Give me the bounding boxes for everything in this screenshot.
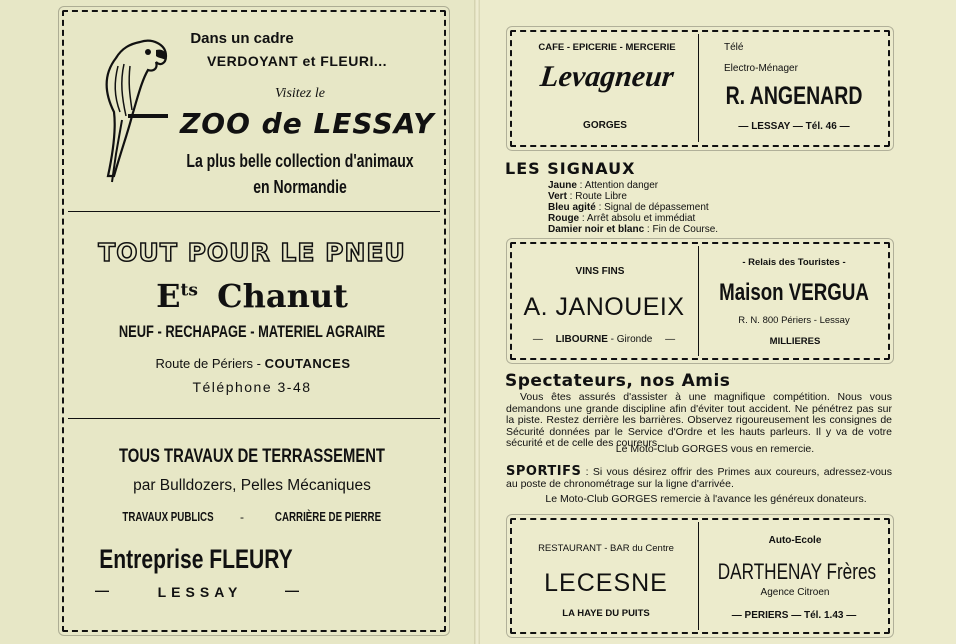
lecesne-line1: RESTAURANT - BAR du Centre [538,543,674,554]
signal-item: Bleu agité : Signal de dépassement [548,202,709,213]
chanut-address-prefix: Route de Périers - [155,356,261,371]
janoueix-line1: VINS FINS [575,266,625,277]
levagneur-city: GORGES [583,120,627,131]
signal-item: Jaune : Attention danger [548,180,659,191]
chanut-name-prefix: E [156,277,181,315]
spectateurs-body: Vous êtes assurés d'assister à une magnifique compétition. Nous vous demandons une grande discipline afin d'éviter tout accident. Ne pénétrez pas sur la piste. Restez derrière les barrières. Observez rigoureusement les consignes de Sécurité données par le Service d'Ordre et les hauts parleurs. Il y va de votre sécurité et de celle des coureurs. [506,391,892,449]
parrot-icon [92,36,172,186]
angenard-line2: Electro-Ménager [724,63,798,74]
vergua-address: R. N. 800 Périers - Lessay [738,315,850,326]
right-ad1-divider [698,34,699,142]
zoo-line1: Dans un cadre [190,30,294,47]
sportifs-body: : Si vous désirez offrir des Primes aux coureurs, adressez-vous au poste de chronométrage sur la ligne d'arrivée. [506,466,892,490]
sportifs-body-block [506,466,892,490]
page-gutter [474,0,480,644]
signal-item: Rouge : Arrêt absolu et immédiat [548,213,696,224]
signaux-list [548,180,868,235]
janoueix-dash-right: — [665,334,676,345]
zoo-line6: en Normandie [253,177,347,197]
angenard-name: R. ANGENARD [725,82,863,110]
levagneur-services: CAFE - EPICERIE - MERCERIE [538,42,676,53]
chanut-services: NEUF - RECHAPAGE - MATERIEL AGRAIRE [118,323,386,341]
signal-item: Damier noir et blanc : Fin de Course. [548,224,719,235]
lecesne-city: LA HAYE DU PUITS [562,608,650,619]
darthenay-name: DARTHENAY Frères [717,559,877,584]
fleury-line1: TOUS TRAVAUX DE TERRASSEMENT [119,446,385,467]
fleury-dash-left: — [95,582,109,598]
janoueix-footer [516,334,692,345]
left-divider-2 [68,418,440,419]
janoueix-dash-left: — [532,334,543,345]
vergua-name: Maison VERGUA [719,279,869,306]
zoo-line2: VERDOYANT et FLEURI... [206,53,388,69]
darthenay-line3: Agence Citroen [760,587,830,598]
signal-item: Vert : Route Libre [548,191,627,202]
fleury-line3b: CARRIÈRE DE PIERRE [274,510,382,524]
levagneur-name: Levagneur [538,60,676,93]
fleury-line3-sep: - [240,510,244,524]
zoo-line3: Visitez le [275,86,325,101]
fleury-dash-right: — [285,582,299,598]
vergua-line1: - Relais des Touristes - [742,257,846,268]
spectateurs-thanks: Le Moto-Club GORGES vous en remercie. [615,443,815,455]
spectateurs-title: Spectateurs, nos Amis [505,371,731,391]
chanut-name-row [110,277,394,315]
chanut-phone: Téléphone 3-48 [192,379,312,395]
janoueix-footer-city: LIBOURNE [555,334,608,345]
right-ad3-divider [698,522,699,630]
chanut-name: Chanut [217,277,348,315]
fleury-name: Entreprise FLEURY [99,544,293,574]
zoo-title: ZOO de LESSAY [180,107,435,140]
sportifs-title: SPORTIFS [506,464,582,479]
chanut-address-city: COUTANCES [264,356,351,371]
darthenay-line1: Auto-Ecole [768,535,822,546]
fleury-line2: par Bulldozers, Pelles Mécaniques [133,477,371,494]
left-divider-1 [68,211,440,212]
chanut-slogan: TOUT POUR LE PNEU [98,238,406,267]
right-ad2-divider [698,246,699,356]
fleury-line3a: TRAVAUX PUBLICS [122,510,214,524]
angenard-footer: — LESSAY — Tél. 46 — [738,121,850,132]
lecesne-name: LECESNE [544,569,668,597]
signaux-title: LES SIGNAUX [505,159,636,178]
chanut-name-sup: ts [180,280,198,301]
zoo-line5: La plus belle collection d'animaux [186,151,414,171]
janoueix-name: A. JANOUEIX [523,293,685,321]
chanut-address-row [100,356,406,371]
sportifs-thanks: Le Moto-Club GORGES remercie à l'avance les généreux donateurs. [545,493,867,505]
fleury-city: LESSAY [157,584,243,600]
angenard-line1: Télé [724,42,744,53]
darthenay-footer: — PERIERS — Tél. 1.43 — [731,610,857,621]
janoueix-footer-region: - Gironde [607,334,653,345]
vergua-place: MILLIERES [769,336,821,347]
